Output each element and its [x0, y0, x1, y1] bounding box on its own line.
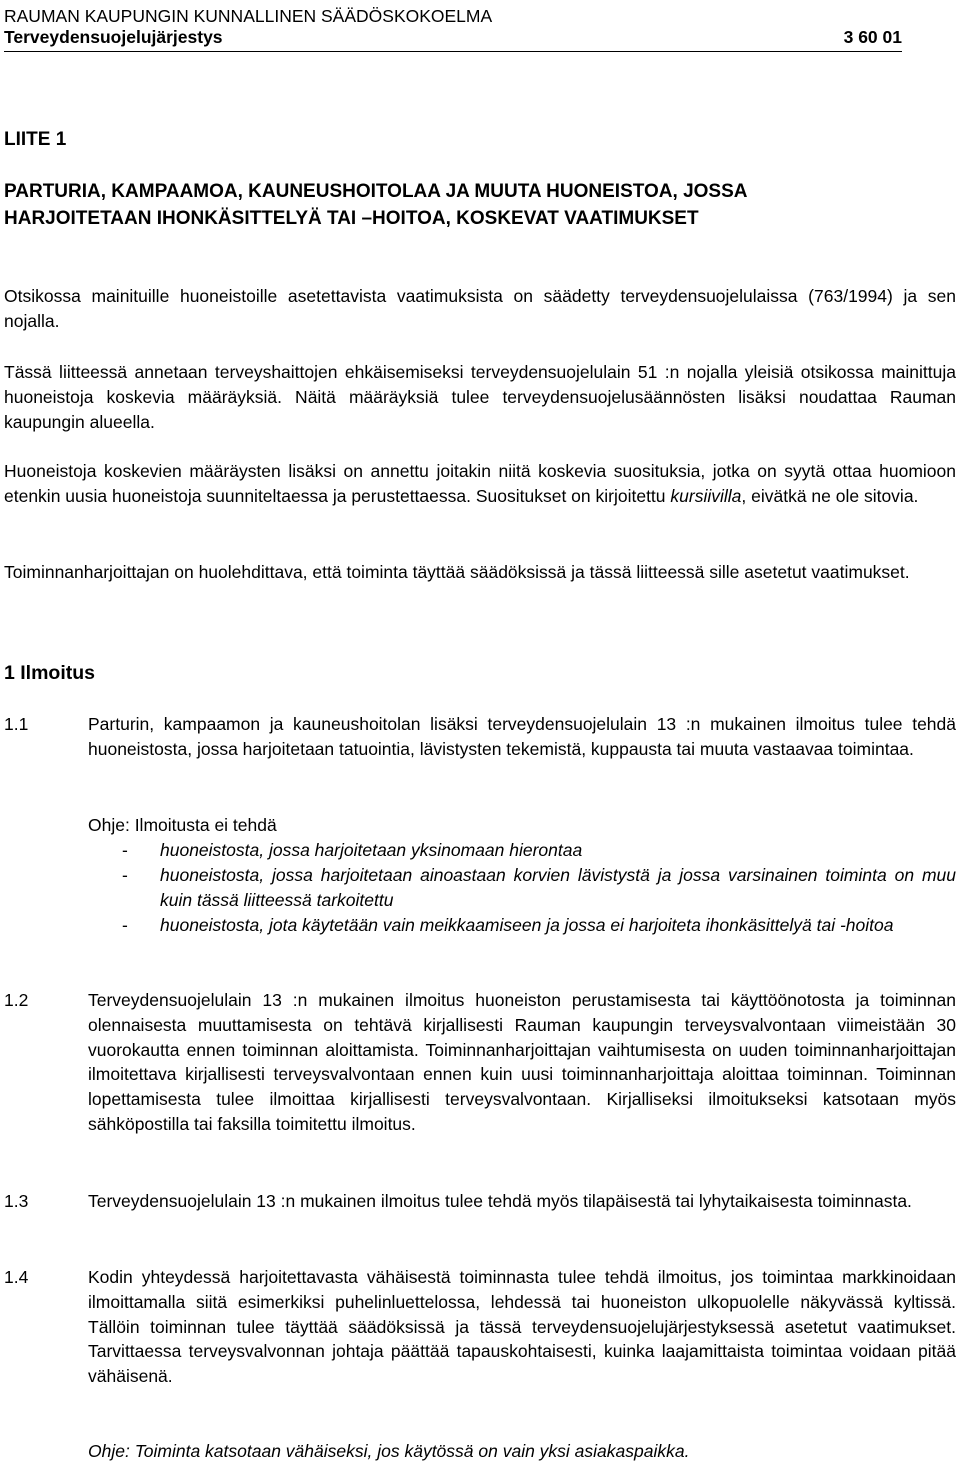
bullet-text: huoneistosta, jossa harjoitetaan ainoastaan korvien lävistystä ja jossa varsinainen toiminta on muu kuin tässä liitteessä tarkoitettu [160, 865, 956, 910]
bullet-text: huoneistosta, jossa harjoitetaan yksinomaan hierontaa [160, 840, 583, 860]
item-number: 1.4 [4, 1267, 29, 1287]
intro-paragraph-1: Otsikossa mainituille huoneistoille asetettavista vaatimuksista on säädetty terveydensuojelulaissa (763/1994) ja sen nojalla. [4, 286, 956, 331]
paragraph-3-italic-word: kursiivilla [670, 485, 742, 506]
title-line-1: PARTURIA, KAMPAAMOA, KAUNEUSHOITOLAA JA MUUTA HUONEISTOA, JOSSA [4, 181, 748, 202]
bullet-dash: - [122, 840, 128, 860]
bullet-dash: - [122, 915, 128, 935]
section-heading: 1 Ilmoitus [4, 662, 96, 684]
header-doc-title: Terveydensuojelujärjestys [4, 27, 223, 47]
item-text: Terveydensuojelulain 13 :n mukainen ilmoitus huoneiston perustamisesta tai käyttöönotosta ja toiminnan olennaisesta muuttamisesta on tehtävä kirjallisesti Rauman kaupungin terveysvalvontaan viimeistään 30 vuorokautta ennen toiminnan aloittamista. Toiminnanharjoittajan vaihtumisesta on uuden toiminnanharjoittajan ilmoitettava kirjallisesti terveysvalvontaan ennen kuin uusi toiminnanharjoittaja aloittaa toiminnan. Toiminnan lopettamisesta tulee ilmoittaa kirjallisesti terveysvalvontaan. Kirjalliseksi ilmoitukseksi katsotaan myös sähköpostilla tai faksilla toimitettu ilmoitus. [88, 990, 956, 1134]
title-line-2: HARJOITETAAN IHONKÄSITTELYÄ TAI –HOITOA, KOSKEVAT VAATIMUKSET [4, 208, 699, 229]
page-title [4, 178, 956, 232]
paragraph-3-text-a: Huoneistoja koskevien määräysten lisäksi on annettu joitakin niitä koskevia suosituksia, jotka on syytä ottaa huomioon etenkin uusia huoneistoja suunniteltaessa ja perustettaessa. Suositukset on kirjoitettu [4, 461, 956, 506]
header-doc-title-row [4, 27, 902, 47]
intro-paragraph-2: Tässä liitteessä annetaan terveyshaittojen ehkäisemiseksi terveydensuojelulain 51 :n nojalla yleisiä otsikossa mainittuja huoneistoja koskevia määräyksiä. Näitä määräyksiä tulee terveydensuojelusäännösten lisäksi noudattaa Rauman kaupungin alueella. [4, 362, 956, 432]
appendix-label: LIITE 1 [4, 129, 67, 150]
header-doc-code: 3 60 01 [843, 27, 902, 47]
paragraph-3-text-b: , eivätkä ne ole sitovia. [741, 485, 919, 506]
item-number: 1.1 [4, 714, 29, 734]
bullet-text: huoneistosta, jota käytetään vain meikkaamiseen ja jossa ei harjoiteta ihonkäsittelyä tai -hoitoa [160, 915, 894, 935]
item-text: Terveydensuojelulain 13 :n mukainen ilmoitus tulee tehdä myös tilapäisestä tai lyhytaikaisesta toiminnasta. [88, 1191, 912, 1211]
guidance-heading: Ohje: Ilmoitusta ei tehdä [88, 815, 277, 835]
intro-paragraph-3 [4, 459, 956, 509]
item-number: 1.3 [4, 1191, 29, 1211]
item-text: Parturin, kampaamon ja kauneushoitolan lisäksi terveydensuojelulain 13 :n mukainen ilmoitus tulee tehdä huoneistosta, jossa harjoitetaan tatuointia, lävistysten tekemistä, kuppausta tai muuta vastaavaa toimintaa. [88, 714, 956, 759]
item-text: Kodin yhteydessä harjoitettavasta vähäisestä toiminnasta tulee tehdä ilmoitus, jos toimintaa markkinoidaan ilmoittamalla siitä esimerkiksi puhelinluettelossa, lehdessä tai huoneiston ulkopuolelle näkyvässä kyltissä. Tällöin toiminnan tulee täyttää säädöksissä ja tässä terveydensuojelujärjestyksessä asetetut vaatimukset. Tarvittaessa terveysvalvonnan johtaja päättää tapauskohtaisesti, kuinka laajamittaista toimintaa voidaan pitää vähäisenä. [88, 1267, 956, 1387]
guidance-note-2: Ohje: Toiminta katsotaan vähäiseksi, jos käytössä on vain yksi asiakaspaikka. [88, 1441, 690, 1461]
header-divider [4, 51, 902, 52]
intro-paragraph-4: Toiminnanharjoittajan on huolehdittava, että toiminta täyttää säädöksissä ja tässä liitteessä sille asetetut vaatimukset. [4, 562, 910, 582]
header-org: RAUMAN KAUPUNGIN KUNNALLINEN SÄÄDÖSKOKOELMA [4, 6, 493, 26]
item-number: 1.2 [4, 990, 29, 1010]
bullet-dash: - [122, 865, 128, 885]
